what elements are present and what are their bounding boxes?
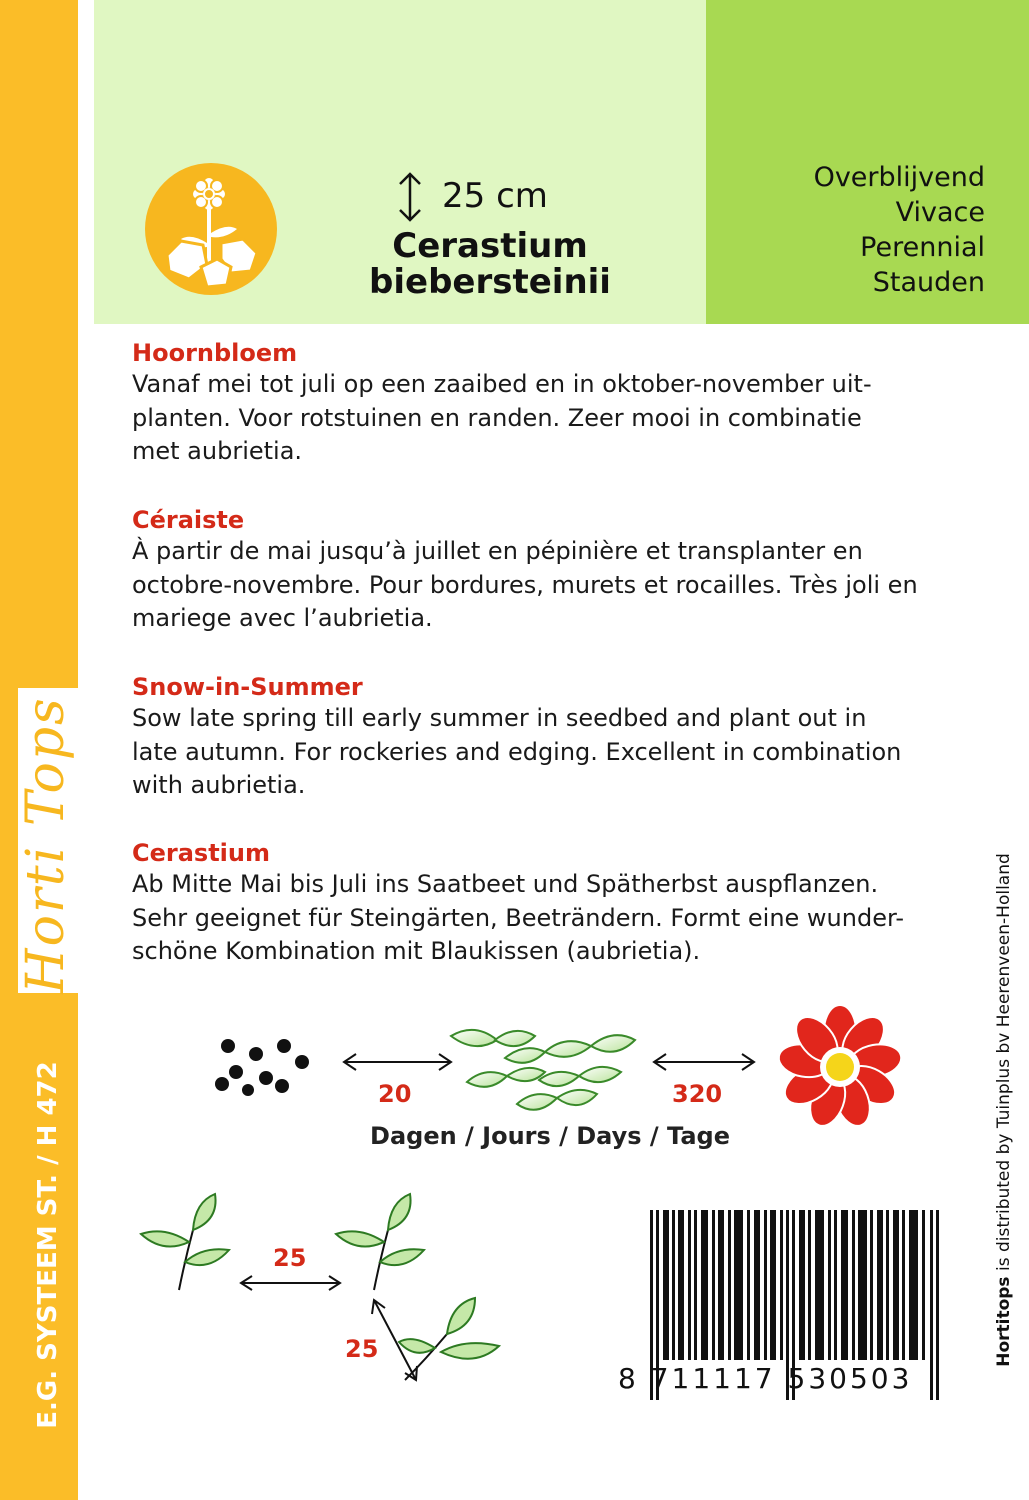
distributor-brand: Hortitops — [994, 1276, 1014, 1367]
perennial-en: Perennial — [860, 232, 985, 263]
days-label: Dagen / Jours / Days / Tage — [370, 1122, 730, 1150]
body-line: Vanaf mei tot juli op een zaaibed en in oktober-november uit- — [132, 370, 872, 398]
perennial-nl: Overblijvend — [813, 162, 985, 193]
body-line: mariege avec l’aubrietia. — [132, 604, 433, 632]
perennial-de: Stauden — [872, 267, 985, 298]
height-arrow-icon — [392, 170, 428, 224]
species-epithet: biebersteinii — [369, 262, 611, 302]
body-line: planten. Voor rotstuinen en randen. Zeer mooi in combinatie — [132, 403, 862, 432]
body-line: late autumn. For rockeries and edging. Excellent in combination — [132, 737, 902, 766]
section-title: Cerastium — [132, 839, 270, 867]
flowering-days: 320 — [672, 1080, 723, 1108]
arrow-germination-icon — [340, 1050, 455, 1074]
species-name — [300, 228, 680, 300]
body-line: octobre-novembre. Pour bordures, murets et rocailles. Très joli en — [132, 570, 918, 599]
seedlings-icon — [445, 1022, 640, 1122]
flower-icon — [776, 1003, 904, 1131]
section-title: Céraiste — [132, 506, 245, 534]
distributor-detail: is distributed by Tuinplus bv Heerenveen-Holland — [994, 853, 1014, 1277]
section-body — [132, 368, 972, 469]
section-title: Hoornbloem — [132, 339, 298, 367]
section-body — [132, 535, 972, 636]
plant-height — [390, 170, 690, 224]
barcode-digits: 8 711117 530503 — [618, 1362, 913, 1395]
body-line: Ab Mitte Mai bis Juli ins Saatbeet und Spätherbst auspflanzen. — [132, 870, 879, 898]
seeds-icon — [212, 1034, 316, 1098]
germination-days: 20 — [378, 1080, 412, 1108]
plant-spacing: 25 — [273, 1244, 307, 1272]
section-dutch — [132, 338, 972, 469]
body-line: Sehr geeignet für Steingärten, Beeträndern. Formt eine wunder- — [132, 903, 904, 932]
body-line: met aubrietia. — [132, 437, 303, 465]
perennial-fr: Vivace — [895, 197, 985, 228]
section-body — [132, 702, 972, 803]
arrow-plant-spacing-icon — [238, 1272, 343, 1294]
body-line: with aubrietia. — [132, 771, 306, 799]
product-code-text: E.G. SYSTEEM ST. / H 472 — [33, 1061, 63, 1429]
section-french — [132, 505, 972, 636]
height-value: 25 cm — [442, 176, 548, 216]
plant-left-icon — [135, 1190, 245, 1300]
species-genus: Cerastium — [392, 226, 588, 266]
arrow-flowering-icon — [650, 1050, 758, 1074]
distributor-note — [984, 820, 1024, 1400]
rock-garden-plant-icon — [145, 163, 277, 295]
section-german — [132, 838, 972, 969]
body-line: Sow late spring till early summer in seedbed and plant out in — [132, 704, 867, 732]
body-line: À partir de mai jusqu’à juillet en pépinière et transplanter en — [132, 537, 863, 565]
row-spacing: 25 — [345, 1335, 379, 1363]
perennial-labels — [710, 160, 985, 300]
distributor-text — [994, 853, 1014, 1367]
section-title: Snow-in-Summer — [132, 673, 363, 701]
section-english — [132, 672, 972, 803]
plant-right-icon — [330, 1190, 445, 1300]
product-code — [18, 1000, 78, 1490]
brand-logo — [14, 696, 78, 994]
brand-logo-text: Horti Tops — [16, 696, 76, 994]
section-body — [132, 868, 972, 969]
body-line: schöne Kombination mit Blaukissen (aubrietia). — [132, 937, 701, 965]
